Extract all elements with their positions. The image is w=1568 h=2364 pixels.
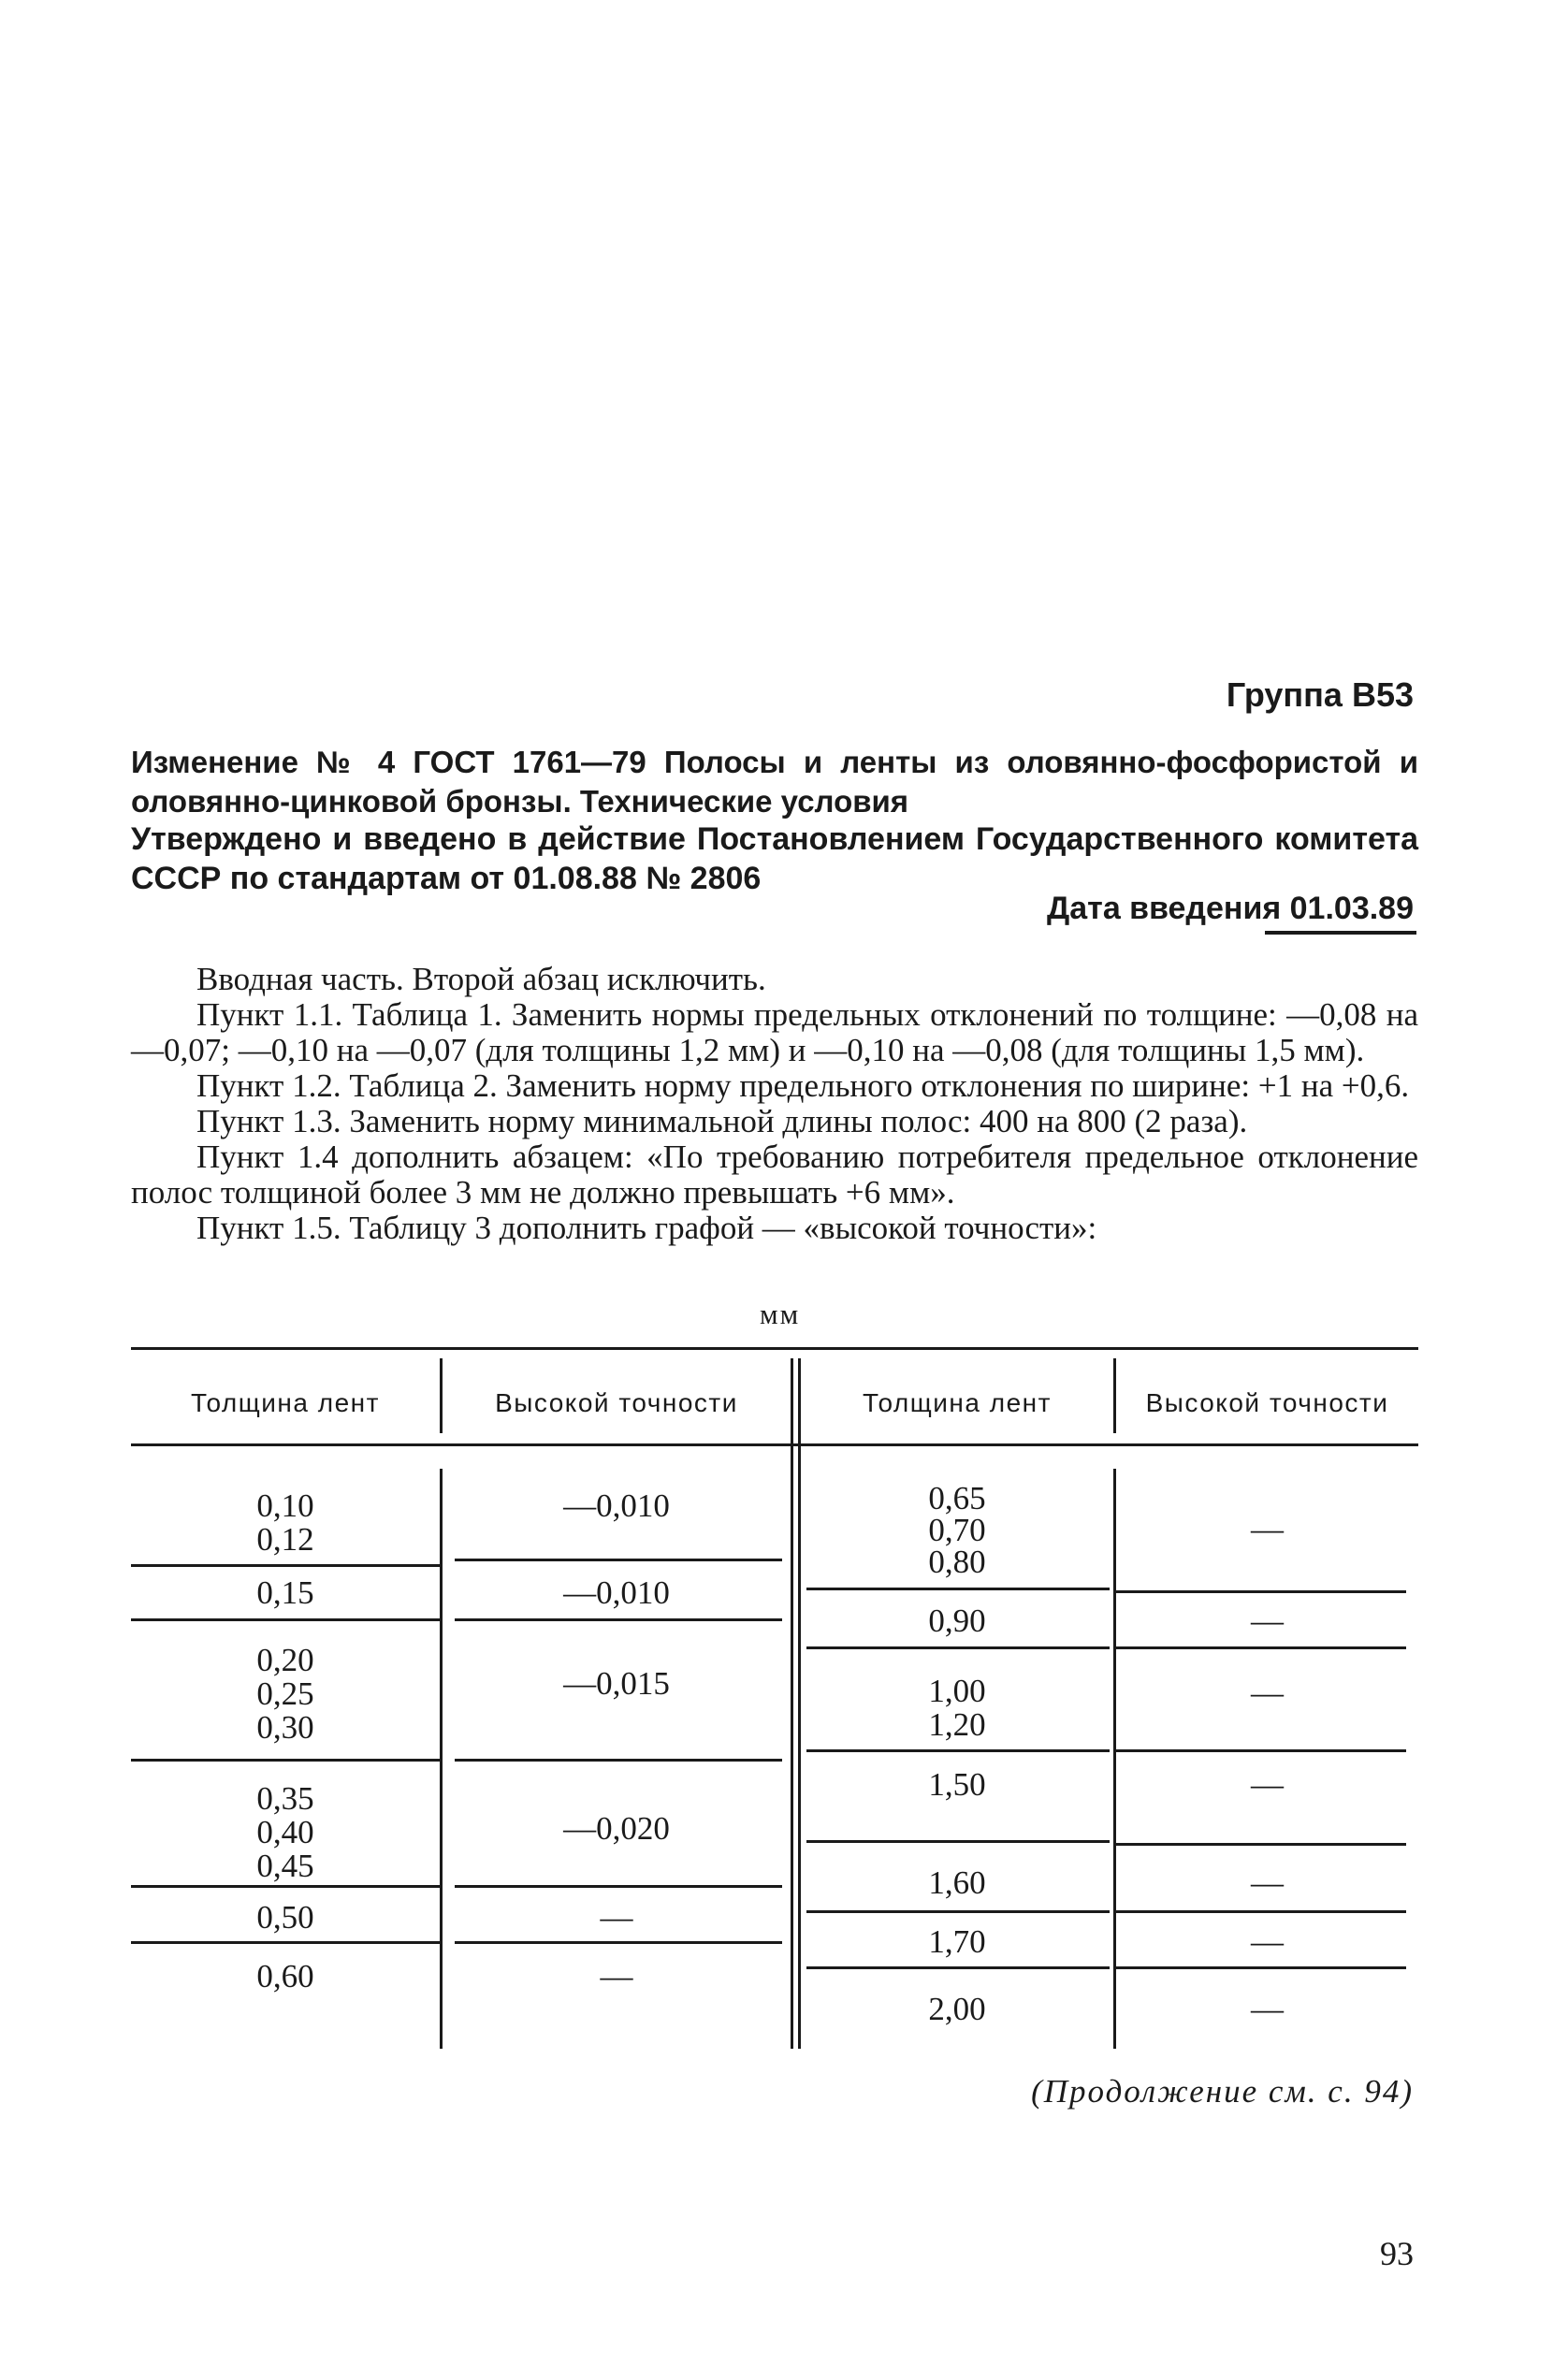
tolerance-cell: — bbox=[1251, 1991, 1284, 2027]
thickness-cell: 1,60 bbox=[928, 1864, 986, 1901]
header-thickness-left: Толщина лент bbox=[191, 1388, 380, 1417]
row-rule bbox=[1116, 1749, 1406, 1752]
tolerance-cell: —0,010 bbox=[563, 1487, 670, 1524]
tolerance-cell: —0,020 bbox=[563, 1810, 670, 1847]
thickness-cell: 0,90 bbox=[928, 1603, 986, 1639]
thickness-cell: 0,50 bbox=[256, 1899, 314, 1936]
row-rule bbox=[806, 1588, 1110, 1590]
row-rule bbox=[131, 1618, 440, 1621]
row-rule bbox=[806, 1910, 1110, 1913]
continuation-note: (Продолжение см. с. 94) bbox=[1031, 2073, 1414, 2110]
row-rule bbox=[1116, 1843, 1406, 1846]
row-rule bbox=[131, 1941, 440, 1944]
row-rule bbox=[1116, 1966, 1406, 1969]
row-rule bbox=[131, 1759, 440, 1762]
tolerance-cell: —0,010 bbox=[563, 1574, 670, 1611]
tolerance-cell: — bbox=[1251, 1923, 1284, 1960]
column-divider bbox=[1113, 1469, 1116, 2049]
table-units: мм bbox=[760, 1298, 801, 1330]
row-rule bbox=[131, 1564, 440, 1567]
tolerance-cell: — bbox=[1251, 1511, 1284, 1547]
thickness-cell: 1,70 bbox=[928, 1923, 986, 1960]
approval-statement: Утверждено и введено в действие Постановлением Государственного комитета СССР по стандартам от 01.08.88 № 2806 bbox=[131, 821, 1418, 896]
row-rule bbox=[1116, 1590, 1406, 1593]
amendment-text bbox=[131, 962, 1418, 1246]
row-rule bbox=[1116, 1646, 1406, 1649]
paragraph: Пункт 1.2. Таблица 2. Заменить норму предельного отклонения по ширине: +1 на +0,6. bbox=[196, 1067, 1410, 1104]
tolerance-cell: — bbox=[1251, 1603, 1284, 1639]
page-number: 93 bbox=[1380, 2235, 1414, 2272]
header-precision-right: Высокой точности bbox=[1145, 1388, 1389, 1417]
paragraph: Пункт 1.1. Таблица 1. Заменить нормы предельных отклонений по толщине: —0,08 на —0,07; —0,10 на —0,07 (для толщины 1,2 мм) и —0,10 на —0,08 (для толщины 1,5 мм). bbox=[131, 996, 1418, 1068]
tolerance-cell: — bbox=[1251, 1766, 1284, 1803]
row-rule bbox=[806, 1966, 1110, 1969]
tolerance-cell: — bbox=[1251, 1864, 1284, 1901]
thickness-cell: 0,35 0,40 0,45 bbox=[256, 1780, 314, 1884]
change-title: Изменение № 4 ГОСТ 1761—79 Полосы и ленты из оловянно-фосфористой и оловянно-цинковой бронзы. Технические условия bbox=[131, 745, 1418, 819]
header-precision-left: Высокой точности bbox=[495, 1388, 738, 1417]
row-rule bbox=[455, 1559, 782, 1561]
row-rule bbox=[806, 1840, 1110, 1843]
row-rule bbox=[455, 1618, 782, 1621]
header-thickness-right: Толщина лент bbox=[863, 1388, 1052, 1417]
thickness-cell: 2,00 bbox=[928, 1991, 986, 2027]
thickness-cell: 1,50 bbox=[928, 1766, 986, 1803]
thickness-cell: 0,60 bbox=[256, 1958, 314, 1994]
tolerance-cell: — bbox=[1251, 1675, 1284, 1711]
thickness-cell: 0,10 0,12 bbox=[256, 1487, 314, 1558]
row-rule bbox=[455, 1885, 782, 1888]
row-rule bbox=[455, 1759, 782, 1762]
thickness-cell: 0,20 0,25 0,30 bbox=[256, 1642, 314, 1746]
introduction-date: Дата введения 01.03.89 bbox=[1047, 891, 1414, 926]
date-underline bbox=[1265, 931, 1416, 935]
row-rule bbox=[1116, 1910, 1406, 1913]
table-top-rule bbox=[131, 1347, 1418, 1350]
row-rule bbox=[806, 1749, 1110, 1752]
paragraph: Пункт 1.3. Заменить норму минимальной длины полос: 400 на 800 (2 раза). bbox=[196, 1103, 1248, 1139]
row-rule bbox=[131, 1885, 440, 1888]
paragraph: Вводная часть. Второй абзац исключить. bbox=[196, 961, 766, 997]
tolerance-table bbox=[131, 1347, 1418, 2058]
header-bottom-rule bbox=[131, 1443, 1418, 1446]
row-rule bbox=[455, 1941, 782, 1944]
thickness-cell: 0,65 0,70 0,80 bbox=[928, 1480, 986, 1580]
paragraph: Пункт 1.5. Таблицу 3 дополнить графой — «высокой точности»: bbox=[196, 1210, 1097, 1246]
center-divider bbox=[791, 1358, 793, 2049]
tolerance-cell: — bbox=[600, 1958, 633, 1994]
thickness-cell: 0,15 bbox=[256, 1574, 314, 1611]
paragraph: Пункт 1.4 дополнить абзацем: «По требованию потребителя предельное отклонение полос толщиной более 3 мм не должно превышать +6 мм». bbox=[131, 1138, 1418, 1211]
thickness-cell: 1,00 1,20 bbox=[928, 1673, 986, 1743]
row-rule bbox=[806, 1646, 1110, 1649]
group-code: Группа В53 bbox=[1226, 675, 1414, 714]
tolerance-cell: —0,015 bbox=[563, 1665, 670, 1702]
tolerance-cell: — bbox=[600, 1899, 633, 1936]
